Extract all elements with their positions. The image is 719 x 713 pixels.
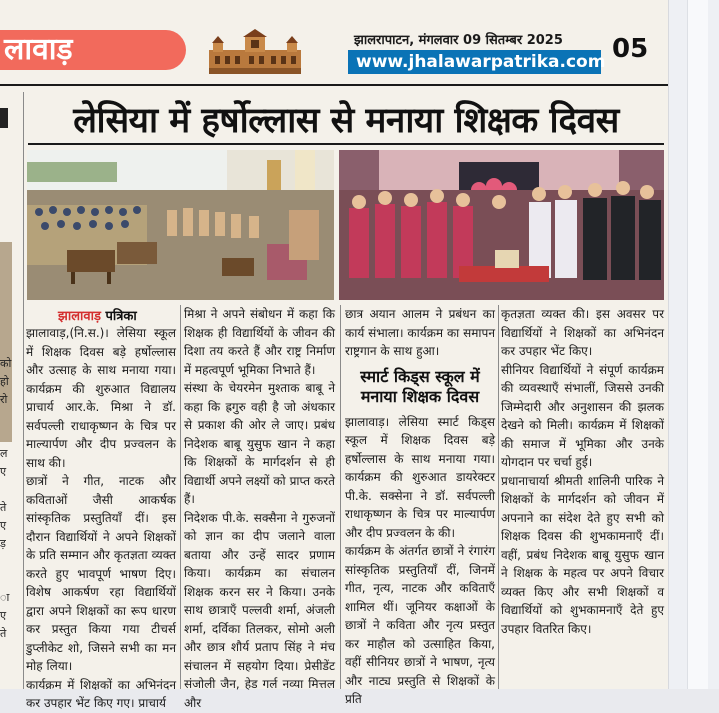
article-paragraph: कार्यक्रम के अंतर्गत छात्रों ने रंगारंग सांस्कृतिक प्रस्तुतियाँ दीं, जिनमें गीत, नृत्य, नाटक और कविताएँ शामिल थीं। जूनियर कक्षाओं के छात्रों ने कविता और नृत्य प्रस्तुत कर माहौल को उत्साहित किया, वहीं सीनियर छात्रों ने भाषण, नृत्य और नाट्य प्रस्तुति से शिक्षकों के प्रति: [345, 544, 495, 706]
page-header: [0, 22, 668, 84]
article-paragraph: प्रधानाचार्या श्रीमती शालिनी पारिक ने शिक्षकों के मार्गदर्शन को जीवन में अपनाने का संदेश देते हुए सभी को शिक्षक दिवस की शुभकामनाएँ दीं। वहीं, प्रबंध निदेशक बाबू युसुफ खान ने शिक्षक के महत्व पर अपने विचार व्यक्त किए और सभी शिक्षकों व विद्यार्थियों को शुभकामनाएँ देते हुए उपहार वितरित किए।: [501, 473, 664, 636]
photo-credit: [58, 306, 137, 324]
article-paragraph: छात्र अयान आलम ने प्रबंधन का कार्य संभाला। कार्यक्रम का समापन राष्ट्रगान के साथ हुआ।: [345, 307, 495, 358]
cut-photo-fragment: [0, 242, 12, 442]
sub-headline: स्मार्ट किड्स स्कूल में मनाया शिक्षक दिवस: [360, 366, 480, 406]
credit-paper: पत्रिका: [105, 309, 137, 324]
left-fragment: ते: [0, 627, 7, 640]
cut-heading-fragment: [0, 108, 8, 128]
column-divider: [340, 305, 341, 689]
article-paragraph: छात्रों ने गीत, नाटक और कविताओं जैसी आकर्षक सांस्कृतिक प्रस्तुतियाँ दीं। इस दौरान विद्यार्थियों ने अपने शिक्षकों के प्रति सम्मान और कृतज्ञता व्यक्त करते हुए भावपूर्ण भाषण दिए। विशेष आकर्षण रहा विद्यार्थियों द्वारा अपने शिक्षकों का रूप धारण कर प्रस्तुत किया गया टीचर्स डुप्लीकेट शो, जिसने सभी का मन मोह लिया।: [26, 474, 176, 673]
viewer-side-panel: [668, 0, 719, 689]
article-column-2: [184, 305, 335, 712]
column-divider: [498, 305, 499, 689]
left-fragment: ा: [0, 591, 10, 604]
scrollbar[interactable]: [687, 0, 708, 689]
headline: लेसिया में हर्षोल्लास से मनाया शिक्षक दिवस: [73, 101, 619, 141]
article-paragraph: कृतज्ञता व्यक्त की। इस अवसर पर विद्यार्थियों ने शिक्षकों का अभिनंदन कर उपहार भेंट किए।: [501, 307, 664, 358]
article-paragraph: झालावाड़। लेसिया स्मार्ट किड्स स्कूल में शिक्षक दिवस बड़े हर्षोल्लास के साथ मनाया गया। कार्यक्रम की शुरुआत डायरेक्टर पी.के. सक्सेना ने डॉ. सर्वपल्ली राधाकृष्णन के चित्र पर माल्यार्पण और दीप प्रज्वलन के की।: [345, 414, 495, 540]
left-fragment: ल: [0, 447, 8, 460]
header-rule: [0, 84, 668, 86]
left-fragment: ते: [0, 501, 7, 514]
headline-rule: [28, 143, 664, 145]
article-column-3: [345, 305, 495, 709]
column-divider: [23, 92, 24, 689]
left-fragment: को: [0, 357, 12, 370]
article-paragraph: सीनियर विद्यार्थियों ने संपूर्ण कार्यक्रम की व्यवस्थाएँ संभालीं, जिससे उनकी जिम्मेदारी और अनुशासन की झलक देखने को मिली। कार्यक्रम में शिक्षकों की समाज में भूमिका और उनके योगदान पर चर्चा हुई।: [501, 362, 664, 469]
article-column-4: [501, 305, 664, 638]
left-fragment: ए: [0, 519, 7, 532]
left-fragment: रो: [0, 393, 8, 406]
left-fragment: हो: [0, 375, 9, 388]
left-fragment: ड़: [0, 537, 6, 550]
website-banner[interactable]: www.jhalawarpatrika.com: [348, 50, 601, 74]
article-paragraph: झालावाड़,(नि.स.)। लेसिया स्कूल में शिक्षक दिवस बड़े हर्षोल्लास और उत्साह के साथ मनाया गया। कार्यक्रम की शुरुआत विद्यालय प्राचार्य आर.के. मिश्रा ने डॉ. सर्वपल्ली राधाकृष्णन के चित्र पर माल्यार्पण और दीप प्रज्वलन के साथ की।: [26, 326, 176, 470]
palace-logo-icon: [205, 28, 305, 78]
date-line: झालरापाटन, मंगलवार 09 सितम्बर 2025: [354, 33, 563, 48]
credit-place: झालावाड़: [58, 309, 101, 324]
article-paragraph: निदेशक पी.के. सक्सैना ने गुरुजनों को ज्ञान का दीप जलाने वाला बताया और उन्हें सादर प्रणाम किया। कार्यक्रम का संचालन शिक्षक करन सर ने किया। उनके साथ छात्राएँ पल्लवी शर्मा, अंजली शर्मा, दर्विका तिलकर, सोमो अली और छात्र शौर्य प्रताप सिंह ने मंच संचालन में सहयोग दिया। प्रेसीडेंट संजोली जैन, हेड गर्ल नव्या मित्तल और: [184, 510, 335, 710]
photo-outdoor-assembly: [27, 150, 334, 300]
article-paragraph: संस्था के चेयरमेन मुश्ताक बाबू ने कहा कि ह्रगुरु वही है जो अंधकार से प्रकाश की ओर ले जाए। प्रबंध निदेशक बाबू युसुफ खान ने कहा कि शिक्षकों के मार्गदर्शन से ही विद्यार्थी अपने लक्ष्यों को प्राप्त करते हैं।: [184, 381, 335, 506]
photo-indoor-celebration: [339, 150, 664, 300]
article-paragraph: मिश्रा ने अपने संबोधन में कहा कि शिक्षक ही विद्यार्थियों के जीवन की दिशा तय करते हैं और राष्ट्र निर्माण में महत्वपूर्ण भूमिका निभाते हैं।: [184, 307, 335, 377]
section-tab: लावाड़: [0, 30, 186, 70]
left-fragment: ए: [0, 465, 7, 478]
page-number: 05: [612, 34, 649, 64]
article-column-1: [26, 324, 176, 713]
left-fragment: ए: [0, 609, 7, 622]
column-divider: [180, 305, 181, 689]
article-paragraph: कार्यक्रम में शिक्षकों का अभिनंदन कर उपहार भेंट किए गए। प्राचार्य: [26, 677, 176, 710]
